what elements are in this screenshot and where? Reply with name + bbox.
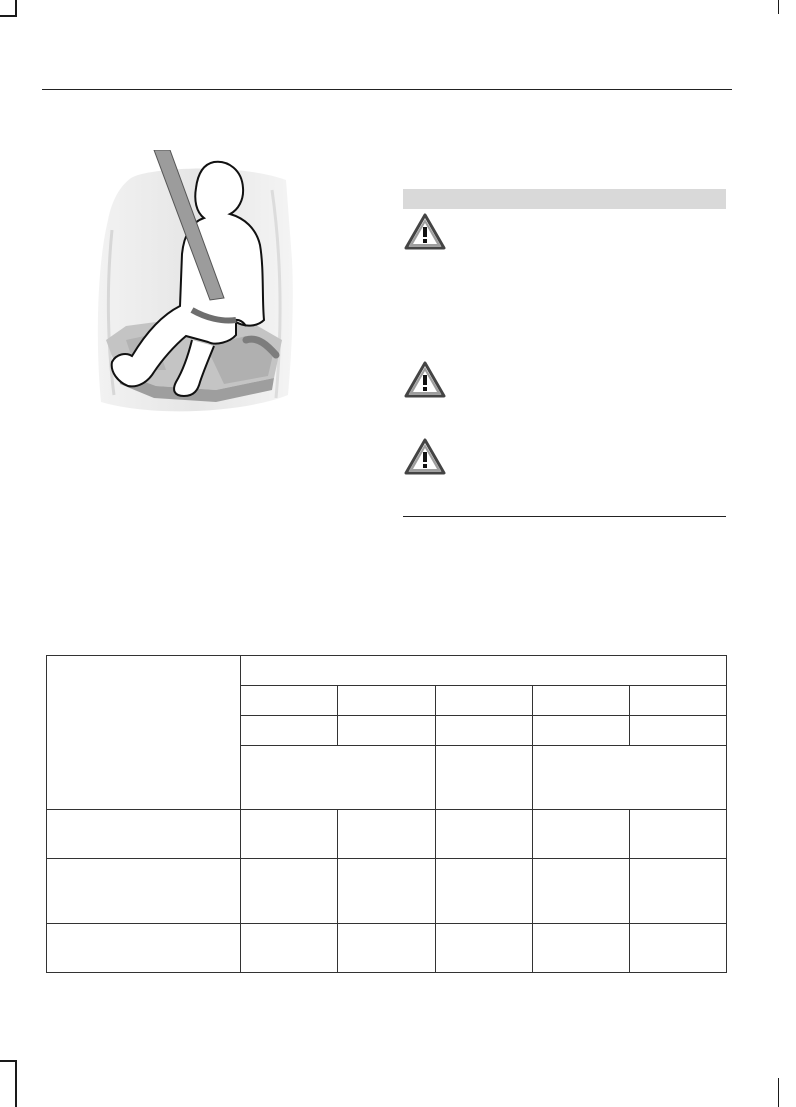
merged-header [241, 746, 436, 810]
col-header [630, 686, 727, 716]
warning-triangle-icon [403, 360, 447, 400]
table-cell [533, 810, 630, 859]
table-cell [630, 810, 727, 859]
col-subheader [533, 716, 630, 746]
merged-header [436, 746, 533, 810]
table-cell [630, 859, 727, 924]
row-label [47, 924, 241, 973]
row-label [47, 810, 241, 859]
row-label [47, 859, 241, 924]
col-header [241, 686, 338, 716]
table-cell [241, 810, 338, 859]
child-on-booster-seat-illustration [96, 150, 296, 422]
col-subheader [338, 716, 436, 746]
col-subheader [630, 716, 727, 746]
merged-header [533, 746, 727, 810]
table-cell [436, 924, 533, 973]
crop-mark-top-right [778, 0, 779, 14]
col-header [436, 686, 533, 716]
seating-position-table [46, 655, 727, 973]
crop-mark-top-left-h [0, 15, 17, 17]
table-row [47, 810, 727, 859]
warning-triangle-icon [403, 212, 447, 252]
header-rule [42, 89, 732, 90]
col-subheader [241, 716, 338, 746]
table-cell [241, 859, 338, 924]
table-cell [338, 810, 436, 859]
table-row [47, 924, 727, 973]
table-cell [436, 810, 533, 859]
warning-triangle-icon [403, 437, 447, 477]
table-corner-cell [47, 656, 241, 810]
col-header [533, 686, 630, 716]
table-cell [533, 859, 630, 924]
crop-mark-bottom-left-v [15, 1062, 17, 1107]
table-cell [533, 924, 630, 973]
table-cell [436, 859, 533, 924]
warning-section-end-rule [403, 516, 726, 517]
table-row [47, 859, 727, 924]
col-header [338, 686, 436, 716]
warning-section-heading-bar [403, 189, 726, 209]
crop-mark-bottom-right [778, 1078, 779, 1107]
col-subheader [436, 716, 533, 746]
table-cell [241, 924, 338, 973]
table-cell [630, 924, 727, 973]
warning-section-heading [403, 192, 409, 206]
table-header-row [47, 656, 727, 686]
table-cell [338, 859, 436, 924]
table-group-heading [241, 656, 727, 686]
table-cell [338, 924, 436, 973]
